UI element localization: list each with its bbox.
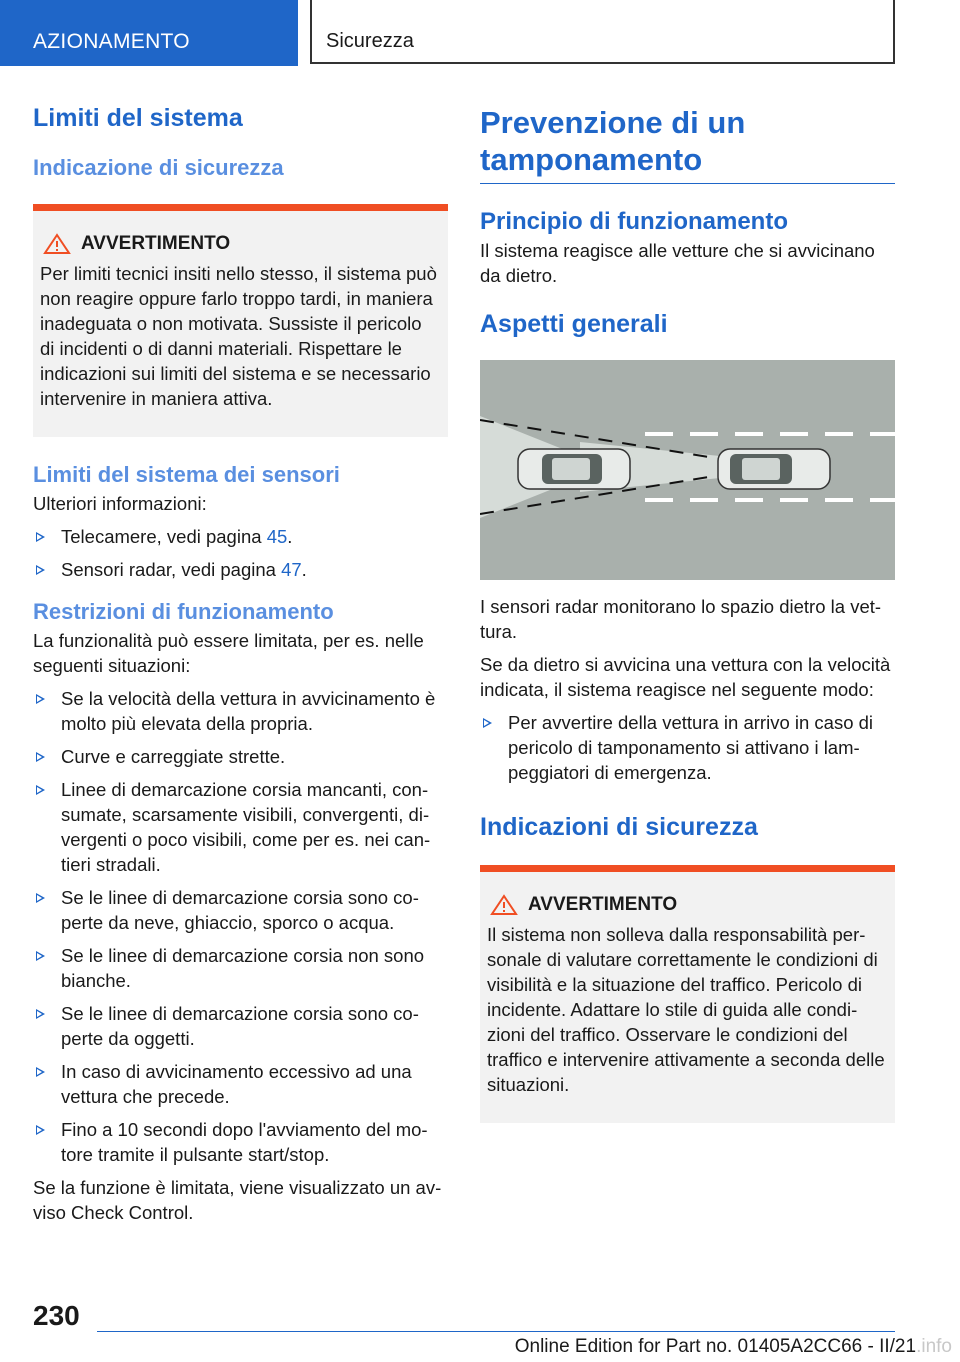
list-item: Per avvertire della vettura in arrivo in caso di pericolo di tamponamento si attivano i lampeggiatori di emergenza. <box>480 710 895 785</box>
warning-triangle-icon <box>490 894 518 916</box>
bullet-triangle-icon <box>36 532 45 542</box>
principle-text: Il sistema reagisce alle vetture che si avvicinano da dietro. <box>480 240 875 286</box>
list-item: Se le linee di demarcazione corsia sono coperte da oggetti. <box>33 1001 448 1051</box>
footer-watermark: .info <box>916 1336 952 1357</box>
page-number: 230 <box>33 1300 80 1331</box>
warning-text: Per limiti tecnici insiti nello stesso, il sistema può non reagire oppure farlo troppo tardi, in maniera inadeguata o non motivata. Sussiste il pericolo di incidenti o di danni materiali. Rispettare le indicazioni sui limiti del sistema e se necessario intervenire in maniera attiva. <box>40 263 437 409</box>
list-item: Curve e carreggiate strette. <box>33 744 448 769</box>
sensor-list <box>33 524 448 582</box>
list-item: Fino a 10 secondi dopo l'avviamento del motore tramite il pulsante start/stop. <box>33 1117 448 1167</box>
footer-edition: Online Edition for Part no. 01405A2CC66 - II/21.info <box>514 1336 952 1357</box>
warning-title: AVVERTIMENTO <box>528 894 678 915</box>
bullet-triangle-icon <box>36 1125 45 1135</box>
bullet-triangle-icon <box>36 893 45 903</box>
bullet-triangle-icon <box>36 694 45 704</box>
list-item: Telecamere, vedi pagina 45. <box>33 524 448 549</box>
heading-restrictions: Restrizioni di funzionamento <box>33 599 334 624</box>
radar-text: I sensori radar monitorano lo spazio dietro la vettura. <box>480 596 882 642</box>
list-item: Se la velocità della vettura in avvicinamento è molto più elevata della propria. <box>33 686 448 736</box>
bullet-triangle-icon <box>36 951 45 961</box>
list-item: Se le linee di demarcazione corsia non sono bianche. <box>33 943 448 993</box>
heading-safety-notes: Indicazioni di sicurezza <box>480 813 758 841</box>
bullet-triangle-icon <box>36 1009 45 1019</box>
warning-text: Il sistema non solleva dalla responsabilità personale di valutare correttamente le condizioni di visibilità e la situazione del traffico. Pericolo di incidente. Adattare lo stile di guida alle condizioni del traffico. Osservare le condizioni del traffico e intervenire attivamente a seconda delle situazioni. <box>487 924 885 1095</box>
page-link[interactable]: 47 <box>281 559 302 580</box>
warning-header <box>487 894 887 916</box>
bullet-triangle-icon <box>36 785 45 795</box>
heading-system-limits: Limiti del sistema <box>33 104 243 132</box>
bullet-triangle-icon <box>36 1067 45 1077</box>
footer-rule <box>97 1331 895 1332</box>
approach-text: Se da dietro si avvicina una vettura con la velocità indicata, il sistema reagisce nel seguente modo: <box>480 654 891 700</box>
bullet-triangle-icon <box>36 752 45 762</box>
warning-box <box>33 204 448 437</box>
heading-safety-note: Indicazione di sicurezza <box>33 155 284 180</box>
list-item: Linee di demarcazione corsia mancanti, consumate, scarsamente visibili, convergenti, divergenti o poco visibili, come per es. nei cantieri stradali. <box>33 777 448 877</box>
rear-collision-figure <box>480 360 895 580</box>
page-link[interactable]: 45 <box>266 526 288 547</box>
title-rule <box>480 183 895 184</box>
bullet-triangle-icon <box>36 565 45 575</box>
section-tab: AZIONAMENTO <box>0 0 298 66</box>
heading-general: Aspetti generali <box>480 310 668 338</box>
list-item: Se le linee di demarcazione corsia sono coperte da neve, ghiaccio, sporco o acqua. <box>33 885 448 935</box>
list-item: In caso di avvicinamento eccessivo ad una vettura che precede. <box>33 1059 448 1109</box>
heading-sensor-limits: Limiti del sistema dei sensori <box>33 462 340 487</box>
right-column <box>480 96 895 1123</box>
bullet-triangle-icon <box>483 718 492 728</box>
sensor-intro: Ulteriori informazioni: <box>33 493 207 514</box>
reaction-list <box>480 710 895 785</box>
chapter-title: Sicurezza <box>310 0 895 64</box>
warning-header <box>40 233 440 255</box>
warning-triangle-icon <box>43 233 71 255</box>
list-item: Sensori radar, vedi pagina 47. <box>33 557 448 582</box>
restrictions-intro: La funzionalità può essere limitata, per es. nelle seguenti situazioni: <box>33 630 424 676</box>
heading-principle: Principio di funzionamento <box>480 208 788 235</box>
warning-box <box>480 865 895 1123</box>
closing-text: Se la funzione è limitata, viene visualizzato un avviso Check Control. <box>33 1177 442 1223</box>
restrictions-list <box>33 686 448 1167</box>
left-column <box>33 96 448 1225</box>
warning-title: AVVERTIMENTO <box>81 233 231 254</box>
page-title: Prevenzione di un tamponamento <box>480 105 746 177</box>
